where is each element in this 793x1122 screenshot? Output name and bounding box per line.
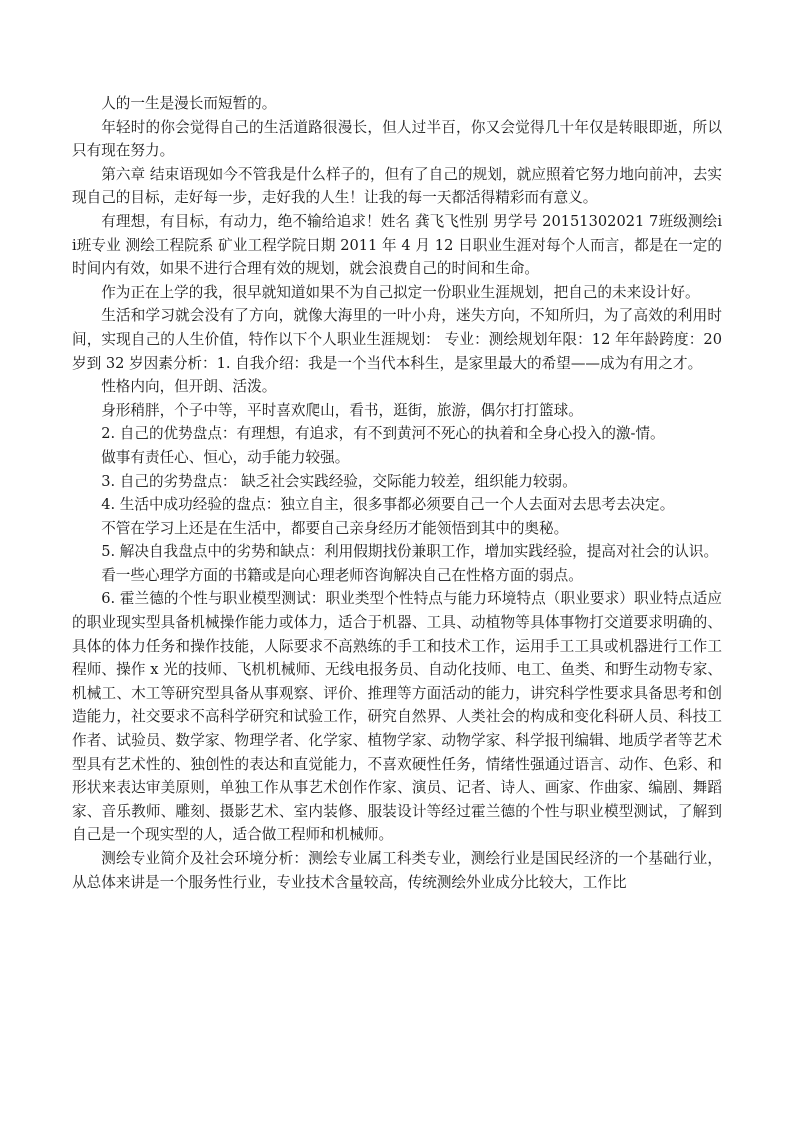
paragraph: 第六章 结束语现如今不管我是什么样子的，但有了自己的规划，就应照着它努力地向前冲，去实现自己的目标，走好每一步，走好我的人生！让我的每一天都活得精彩而有意义。 — [72, 165, 722, 207]
paragraph: 有理想，有目标，有动力，绝不输给追求！姓名 龚飞飞性别 男学号 20151302021 7班级测绘ii班专业 测绘工程院系 矿业工程学院日期 2011 年 4 月 12 日职业生涯对每个人而言，都是在一定的时间内有效，如果不进行合理有效的规划，就会浪费自己的时间和生命。 — [72, 212, 722, 278]
paragraph: 年轻时的你会觉得自己的生活道路很漫长，但人过半百，你又会觉得几十年仅是转眼即逝，所以只有现在努力。 — [72, 118, 722, 160]
paragraph: 不管在学习上还是在生活中，都要自己亲身经历才能领悟到其中的奥秘。 — [101, 519, 569, 537]
paragraph: 看一些心理学方面的书籍或是向心理老师咨询解决自己在性格方面的弱点。 — [101, 566, 583, 584]
paragraph: 6. 霍兰德的个性与职业模型测试：职业类型个性特点与能力环境特点（职业要求）职业特点适应的职业现实型具备机械操作能力或体力，适合于机器、工具、动植物等具体事物打交道要求明确的、具体的体力任务和操作技能，人际要求不高熟练的手工和技术工作，运用手工工具或机器进行工作工程师、操作 x 光的技师、飞机机械师、无线电报务员、自动化技师、电工、鱼类、和野生动物专家、机械工、木工等研究型具备从事观察、评价、推理等方面活动的能力，讲究科学性要求具备思考和创造能力，社交要求不高科学研究和试验工作，研究自然界、人类社会的构成和变化科研人员、科技工作者、试验员、数学家、物理学者、化学家、植物学家、动物学家、科学报刊编辑、地质学者等艺术型具有艺术性的、独创性的表达和直觉能力，不喜欢硬性任务，情绪性强通过语言、动作、色彩、和形状来表达审美原则，单独工作从事艺术创作作家、演员、记者、诗人、画家、作曲家、编剧、舞蹈家、音乐教师、雕刻、摄影艺术、室内装修、服装设计等经过霍兰德的个性与职业模型测试，了解到自己是一个现实型的人，适合做工程师和机械师。 — [72, 590, 722, 844]
paragraph: 5. 解决自我盘点中的劣势和缺点：利用假期找份兼职工作，增加实践经验，提高对社会的认识。 — [101, 543, 719, 561]
paragraph: 身形稍胖，个子中等，平时喜欢爬山，看书，逛街，旅游，偶尔打打篮球。 — [101, 401, 583, 419]
paragraph: 人的一生是漫长而短暂的。 — [101, 95, 277, 112]
paragraph: 3. 自己的劣势盘点： 缺乏社会实践经验，交际能力较差，组织能力较弱。 — [101, 472, 577, 490]
paragraph: 测绘专业简介及社会环境分析：测绘专业属工科类专业，测绘行业是国民经济的一个基础行业，从总体来讲是一个服务性行业，专业技术含量较高，传统测绘外业成分比较大，工作比 — [72, 850, 722, 891]
paragraph: 性格内向，但开朗、活泼。 — [101, 378, 277, 396]
paragraph: 生活和学习就会没有了方向，就像大海里的一叶小舟，迷失方向，不知所归，为了高效的利用时间，实现自己的人生价值，特作以下个人职业生涯规划： 专业：测绘规划年限：12 年年龄跨度：20 岁到 32 岁因素分析：1. 自我介绍：我是一个当代本科生，是家里最大的希望——成为有用之才。 — [72, 307, 722, 372]
paragraph: 作为正在上学的我，很早就知道如果不为自己拟定一份职业生涯规划，把自己的未来设计好。 — [101, 283, 700, 301]
paragraph: 2. 自己的优势盘点：有理想，有追求，有不到黄河不死心的执着和全身心投入的激-情。 — [101, 425, 665, 443]
paragraph: 4. 生活中成功经验的盘点：独立自主，很多事都必须要自己一个人去面对去思考去决定。 — [101, 496, 675, 514]
document-body — [72, 92, 722, 894]
paragraph: 做事有责任心、恒心，动手能力较强。 — [101, 448, 350, 466]
